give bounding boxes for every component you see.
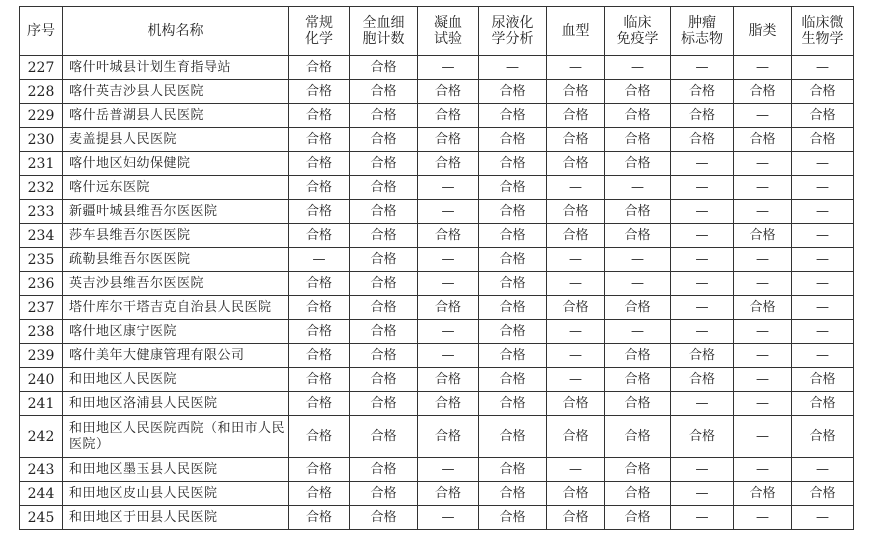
result-cell: — bbox=[671, 392, 734, 416]
result-cell: — bbox=[792, 152, 854, 176]
result-cell: — bbox=[605, 248, 671, 272]
result-cell: 合格 bbox=[289, 176, 350, 200]
result-cell: 合格 bbox=[734, 296, 792, 320]
result-cell: 合格 bbox=[605, 104, 671, 128]
institution-name: 疏勒县维吾尔医医院 bbox=[63, 248, 289, 272]
institution-name: 和田地区皮山县人民医院 bbox=[63, 482, 289, 506]
column-header-text: 临床微 bbox=[801, 15, 844, 31]
row-number: 237 bbox=[20, 296, 63, 320]
result-cell: 合格 bbox=[418, 224, 479, 248]
result-cell: 合格 bbox=[350, 344, 418, 368]
institution-name: 塔什库尔干塔吉克自治县人民医院 bbox=[63, 296, 289, 320]
result-cell: — bbox=[734, 248, 792, 272]
result-cell: 合格 bbox=[418, 392, 479, 416]
column-header-text: 脂类 bbox=[748, 23, 777, 39]
result-cell: 合格 bbox=[350, 482, 418, 506]
result-cell: — bbox=[547, 458, 605, 482]
institution-name: 和田地区洛浦县人民医院 bbox=[63, 392, 289, 416]
institution-name: 喀什地区妇幼保健院 bbox=[63, 152, 289, 176]
row-number: 243 bbox=[20, 458, 63, 482]
result-cell: 合格 bbox=[479, 506, 547, 530]
result-cell: — bbox=[418, 344, 479, 368]
result-cell: — bbox=[479, 56, 547, 80]
institution-name: 喀什叶城县计划生育指导站 bbox=[63, 56, 289, 80]
institution-name: 麦盖提县人民医院 bbox=[63, 128, 289, 152]
result-cell: 合格 bbox=[605, 152, 671, 176]
result-cell: 合格 bbox=[418, 128, 479, 152]
table-row bbox=[20, 482, 854, 506]
result-cell: 合格 bbox=[479, 482, 547, 506]
result-cell: — bbox=[547, 248, 605, 272]
table-row bbox=[20, 344, 854, 368]
result-cell: 合格 bbox=[289, 56, 350, 80]
result-cell: 合格 bbox=[289, 152, 350, 176]
table-body bbox=[20, 56, 854, 530]
result-cell: — bbox=[289, 248, 350, 272]
result-cell: 合格 bbox=[479, 458, 547, 482]
result-cell: 合格 bbox=[479, 320, 547, 344]
result-cell: 合格 bbox=[479, 128, 547, 152]
column-header-text: 序号 bbox=[27, 23, 55, 39]
result-cell: 合格 bbox=[547, 416, 605, 458]
column-header-text: 肿瘤 bbox=[688, 15, 716, 31]
result-cell: — bbox=[671, 506, 734, 530]
result-cell: — bbox=[671, 152, 734, 176]
result-cell: 合格 bbox=[671, 80, 734, 104]
table-row bbox=[20, 458, 854, 482]
result-cell: 合格 bbox=[605, 296, 671, 320]
result-cell: 合格 bbox=[350, 128, 418, 152]
result-cell: — bbox=[734, 104, 792, 128]
result-cell: — bbox=[734, 368, 792, 392]
column-header bbox=[20, 7, 63, 56]
result-cell: — bbox=[605, 176, 671, 200]
result-cell: — bbox=[792, 458, 854, 482]
result-cell: — bbox=[418, 458, 479, 482]
result-cell: — bbox=[734, 506, 792, 530]
institution-name: 喀什地区康宁医院 bbox=[63, 320, 289, 344]
table-row bbox=[20, 224, 854, 248]
result-cell: 合格 bbox=[350, 152, 418, 176]
table-row bbox=[20, 56, 854, 80]
row-number: 229 bbox=[20, 104, 63, 128]
result-cell: 合格 bbox=[289, 506, 350, 530]
result-cell: — bbox=[792, 176, 854, 200]
table-row bbox=[20, 506, 854, 530]
result-cell: 合格 bbox=[671, 104, 734, 128]
row-number: 231 bbox=[20, 152, 63, 176]
result-cell: 合格 bbox=[350, 176, 418, 200]
result-cell: 合格 bbox=[479, 272, 547, 296]
column-header-text: 机构名称 bbox=[147, 23, 204, 39]
row-number: 245 bbox=[20, 506, 63, 530]
institution-name: 新疆叶城县维吾尔医医院 bbox=[63, 200, 289, 224]
column-header-text: 尿液化 bbox=[491, 15, 534, 31]
column-header-text: 常规 bbox=[305, 15, 333, 31]
result-cell: — bbox=[792, 296, 854, 320]
institution-name: 和田地区于田县人民医院 bbox=[63, 506, 289, 530]
column-header-text: 标志物 bbox=[681, 31, 723, 47]
result-cell: 合格 bbox=[479, 152, 547, 176]
result-cell: — bbox=[792, 56, 854, 80]
result-cell: 合格 bbox=[547, 392, 605, 416]
result-cell: 合格 bbox=[547, 296, 605, 320]
result-cell: 合格 bbox=[547, 152, 605, 176]
result-cell: 合格 bbox=[418, 296, 479, 320]
column-header bbox=[350, 7, 418, 56]
result-cell: 合格 bbox=[479, 224, 547, 248]
result-cell: — bbox=[671, 176, 734, 200]
result-cell: 合格 bbox=[350, 248, 418, 272]
row-number: 240 bbox=[20, 368, 63, 392]
result-cell: 合格 bbox=[289, 344, 350, 368]
row-number: 235 bbox=[20, 248, 63, 272]
column-header-text: 胞计数 bbox=[362, 31, 405, 47]
institution-name: 喀什英吉沙县人民医院 bbox=[63, 80, 289, 104]
result-cell: 合格 bbox=[418, 416, 479, 458]
result-cell: — bbox=[671, 482, 734, 506]
column-header bbox=[671, 7, 734, 56]
result-cell: 合格 bbox=[547, 200, 605, 224]
result-cell: 合格 bbox=[671, 344, 734, 368]
result-cell: 合格 bbox=[605, 482, 671, 506]
result-cell: 合格 bbox=[479, 176, 547, 200]
result-cell: — bbox=[418, 272, 479, 296]
result-cell: 合格 bbox=[605, 128, 671, 152]
result-cell: 合格 bbox=[605, 368, 671, 392]
result-cell: 合格 bbox=[792, 392, 854, 416]
result-cell: — bbox=[792, 506, 854, 530]
result-cell: — bbox=[605, 272, 671, 296]
result-cell: 合格 bbox=[671, 368, 734, 392]
result-cell: 合格 bbox=[350, 320, 418, 344]
table-row bbox=[20, 416, 854, 458]
result-cell: — bbox=[671, 272, 734, 296]
result-cell: — bbox=[734, 176, 792, 200]
result-cell: 合格 bbox=[479, 104, 547, 128]
result-cell: 合格 bbox=[734, 80, 792, 104]
row-number: 227 bbox=[20, 56, 63, 80]
result-cell: 合格 bbox=[289, 458, 350, 482]
result-cell: 合格 bbox=[289, 224, 350, 248]
column-header bbox=[605, 7, 671, 56]
result-cell: 合格 bbox=[734, 224, 792, 248]
table-row bbox=[20, 176, 854, 200]
institution-name: 和田地区墨玉县人民医院 bbox=[63, 458, 289, 482]
result-cell: — bbox=[734, 56, 792, 80]
row-number: 233 bbox=[20, 200, 63, 224]
result-cell: — bbox=[792, 320, 854, 344]
table-row bbox=[20, 104, 854, 128]
column-header-text: 免疫学 bbox=[616, 31, 659, 47]
result-cell: 合格 bbox=[350, 272, 418, 296]
result-cell: 合格 bbox=[350, 224, 418, 248]
column-header bbox=[418, 7, 479, 56]
result-cell: 合格 bbox=[479, 392, 547, 416]
result-cell: — bbox=[734, 200, 792, 224]
result-cell: — bbox=[547, 272, 605, 296]
result-cell: — bbox=[792, 200, 854, 224]
result-cell: — bbox=[547, 176, 605, 200]
result-cell: 合格 bbox=[547, 128, 605, 152]
result-cell: 合格 bbox=[350, 296, 418, 320]
column-header-text: 血型 bbox=[561, 23, 590, 39]
result-cell: 合格 bbox=[289, 272, 350, 296]
column-header bbox=[734, 7, 792, 56]
column-header bbox=[63, 7, 289, 56]
result-cell: 合格 bbox=[605, 200, 671, 224]
result-cell: 合格 bbox=[289, 320, 350, 344]
result-cell: 合格 bbox=[792, 128, 854, 152]
result-cell: 合格 bbox=[605, 506, 671, 530]
table-row bbox=[20, 200, 854, 224]
result-cell: — bbox=[605, 320, 671, 344]
table-row bbox=[20, 80, 854, 104]
result-cell: 合格 bbox=[547, 224, 605, 248]
result-cell: 合格 bbox=[289, 296, 350, 320]
column-header bbox=[547, 7, 605, 56]
row-number: 234 bbox=[20, 224, 63, 248]
column-header-text: 化学 bbox=[305, 31, 333, 47]
result-cell: 合格 bbox=[350, 416, 418, 458]
row-number: 244 bbox=[20, 482, 63, 506]
result-cell: — bbox=[792, 344, 854, 368]
result-cell: 合格 bbox=[605, 344, 671, 368]
result-cell: 合格 bbox=[289, 80, 350, 104]
row-number: 241 bbox=[20, 392, 63, 416]
table-row bbox=[20, 128, 854, 152]
result-cell: — bbox=[734, 344, 792, 368]
column-header-text: 生物学 bbox=[801, 31, 844, 47]
result-cell: 合格 bbox=[671, 416, 734, 458]
result-cell: — bbox=[671, 224, 734, 248]
result-cell: — bbox=[734, 320, 792, 344]
qualification-table bbox=[19, 6, 854, 530]
result-cell: — bbox=[547, 320, 605, 344]
result-cell: 合格 bbox=[479, 416, 547, 458]
result-cell: 合格 bbox=[479, 368, 547, 392]
result-cell: 合格 bbox=[418, 368, 479, 392]
column-header bbox=[792, 7, 854, 56]
result-cell: 合格 bbox=[605, 458, 671, 482]
result-cell: 合格 bbox=[479, 296, 547, 320]
result-cell: — bbox=[734, 458, 792, 482]
result-cell: — bbox=[734, 272, 792, 296]
result-cell: 合格 bbox=[289, 392, 350, 416]
result-cell: — bbox=[418, 320, 479, 344]
result-cell: — bbox=[734, 152, 792, 176]
result-cell: 合格 bbox=[350, 368, 418, 392]
result-cell: 合格 bbox=[479, 200, 547, 224]
result-cell: 合格 bbox=[418, 152, 479, 176]
table-row bbox=[20, 248, 854, 272]
result-cell: — bbox=[418, 506, 479, 530]
result-cell: — bbox=[671, 56, 734, 80]
result-cell: — bbox=[792, 248, 854, 272]
result-cell: 合格 bbox=[350, 392, 418, 416]
table-row bbox=[20, 152, 854, 176]
result-cell: 合格 bbox=[547, 482, 605, 506]
result-cell: — bbox=[605, 56, 671, 80]
result-cell: 合格 bbox=[350, 56, 418, 80]
institution-name: 喀什岳普湖县人民医院 bbox=[63, 104, 289, 128]
institution-name: 和田地区人民医院西院（和田市人民医院） bbox=[63, 416, 289, 458]
result-cell: — bbox=[671, 458, 734, 482]
header-row bbox=[20, 7, 854, 56]
column-header bbox=[479, 7, 547, 56]
institution-name: 喀什远东医院 bbox=[63, 176, 289, 200]
result-cell: 合格 bbox=[792, 416, 854, 458]
result-cell: 合格 bbox=[734, 128, 792, 152]
result-cell: 合格 bbox=[418, 80, 479, 104]
result-cell: — bbox=[418, 176, 479, 200]
result-cell: 合格 bbox=[734, 482, 792, 506]
result-cell: — bbox=[418, 200, 479, 224]
result-cell: 合格 bbox=[289, 128, 350, 152]
row-number: 239 bbox=[20, 344, 63, 368]
result-cell: 合格 bbox=[792, 104, 854, 128]
result-cell: 合格 bbox=[350, 104, 418, 128]
result-cell: 合格 bbox=[547, 506, 605, 530]
result-cell: — bbox=[547, 368, 605, 392]
result-cell: — bbox=[547, 344, 605, 368]
row-number: 228 bbox=[20, 80, 63, 104]
row-number: 232 bbox=[20, 176, 63, 200]
result-cell: — bbox=[734, 392, 792, 416]
result-cell: — bbox=[418, 56, 479, 80]
result-cell: 合格 bbox=[547, 80, 605, 104]
result-cell: 合格 bbox=[792, 80, 854, 104]
result-cell: 合格 bbox=[289, 482, 350, 506]
result-cell: — bbox=[671, 200, 734, 224]
result-cell: 合格 bbox=[350, 506, 418, 530]
row-number: 242 bbox=[20, 416, 63, 458]
table-row bbox=[20, 320, 854, 344]
result-cell: — bbox=[671, 320, 734, 344]
result-cell: 合格 bbox=[289, 200, 350, 224]
table-row bbox=[20, 392, 854, 416]
column-header bbox=[289, 7, 350, 56]
qualification-table-page bbox=[19, 6, 853, 530]
result-cell: 合格 bbox=[605, 224, 671, 248]
result-cell: 合格 bbox=[289, 104, 350, 128]
institution-name: 和田地区人民医院 bbox=[63, 368, 289, 392]
institution-name: 喀什美年大健康管理有限公司 bbox=[63, 344, 289, 368]
institution-name: 英吉沙县维吾尔医医院 bbox=[63, 272, 289, 296]
result-cell: — bbox=[792, 272, 854, 296]
table-row bbox=[20, 296, 854, 320]
table-row bbox=[20, 272, 854, 296]
result-cell: 合格 bbox=[605, 80, 671, 104]
row-number: 236 bbox=[20, 272, 63, 296]
result-cell: 合格 bbox=[289, 416, 350, 458]
result-cell: 合格 bbox=[792, 482, 854, 506]
result-cell: — bbox=[547, 56, 605, 80]
row-number: 230 bbox=[20, 128, 63, 152]
result-cell: — bbox=[671, 248, 734, 272]
column-header-text: 试验 bbox=[434, 31, 462, 47]
result-cell: 合格 bbox=[289, 368, 350, 392]
result-cell: 合格 bbox=[479, 80, 547, 104]
result-cell: 合格 bbox=[792, 368, 854, 392]
result-cell: 合格 bbox=[350, 80, 418, 104]
result-cell: 合格 bbox=[671, 128, 734, 152]
institution-name: 莎车县维吾尔医医院 bbox=[63, 224, 289, 248]
result-cell: 合格 bbox=[547, 104, 605, 128]
result-cell: 合格 bbox=[479, 344, 547, 368]
result-cell: 合格 bbox=[418, 104, 479, 128]
column-header-text: 学分析 bbox=[491, 31, 534, 47]
result-cell: — bbox=[418, 248, 479, 272]
table-row bbox=[20, 368, 854, 392]
column-header-text: 临床 bbox=[623, 15, 652, 31]
column-header-text: 全血细 bbox=[362, 15, 405, 31]
result-cell: 合格 bbox=[418, 482, 479, 506]
result-cell: 合格 bbox=[605, 392, 671, 416]
result-cell: — bbox=[734, 416, 792, 458]
result-cell: 合格 bbox=[605, 416, 671, 458]
result-cell: — bbox=[792, 224, 854, 248]
result-cell: — bbox=[671, 296, 734, 320]
result-cell: 合格 bbox=[350, 458, 418, 482]
result-cell: 合格 bbox=[479, 248, 547, 272]
column-header-text: 凝血 bbox=[434, 15, 462, 31]
result-cell: 合格 bbox=[350, 200, 418, 224]
row-number: 238 bbox=[20, 320, 63, 344]
